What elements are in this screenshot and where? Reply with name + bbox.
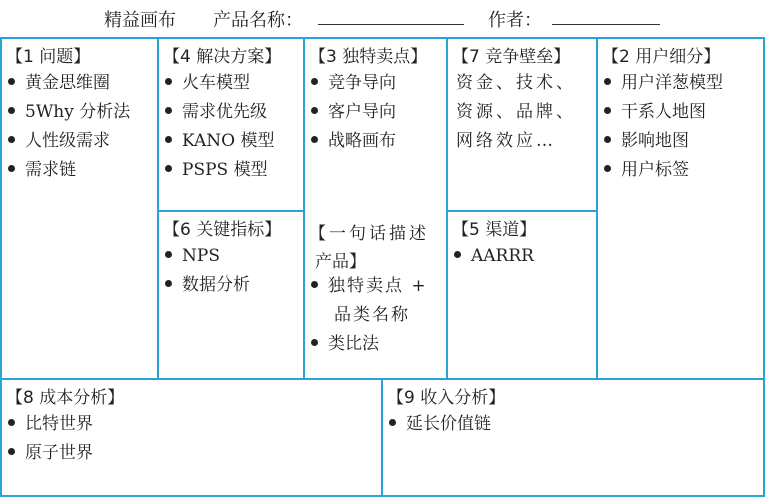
list-item: 比特世界 (8, 410, 93, 439)
section-solution-title: 【4 解决方案】 (163, 47, 282, 67)
section-problem-title: 【1 问题】 (6, 47, 91, 67)
list-item: 原子世界 (8, 439, 93, 468)
list-item: NPS (165, 242, 250, 271)
author-field[interactable] (552, 24, 660, 25)
list-item: 品类名称 (334, 305, 410, 325)
section-channels-title: 【5 渠道】 (452, 220, 537, 240)
section-metrics (157, 210, 305, 380)
section-uvp (303, 37, 448, 380)
bullet-icon (389, 419, 396, 426)
section-segments-title: 【2 用户细分】 (602, 47, 721, 67)
section-channels-list (454, 242, 534, 271)
bullet-icon (311, 339, 318, 346)
bullet-icon (8, 448, 15, 455)
bullet-icon (604, 165, 611, 172)
section-uvp-title: 【3 独特卖点】 (309, 47, 428, 67)
list-item: 数据分析 (165, 271, 250, 300)
list-item: KANO 模型 (165, 127, 275, 156)
bullet-icon (165, 165, 172, 172)
section-metrics-title: 【6 关键指标】 (163, 220, 282, 240)
section-revenue-title: 【9 收入分析】 (387, 388, 506, 408)
section-solution-list (165, 69, 275, 185)
list-item: 黄金思维圈 (8, 69, 130, 98)
bullet-icon (604, 107, 611, 114)
list-item: 延长价值链 (389, 410, 491, 439)
bullet-icon (311, 78, 318, 85)
bullet-icon (165, 280, 172, 287)
author-label: 作者： (488, 10, 542, 31)
section-cost-title: 【8 成本分析】 (6, 388, 125, 408)
list-item: 需求链 (8, 156, 130, 185)
one-line-title-line1: 【一句话描述 (309, 224, 429, 244)
list-item: 影响地图 (604, 127, 723, 156)
section-problem-list (8, 69, 130, 185)
section-segments (596, 37, 765, 380)
bullet-icon (8, 107, 15, 114)
bullet-icon (8, 136, 15, 143)
canvas-title: 精益画布 (104, 10, 176, 31)
section-metrics-list (165, 242, 250, 300)
bullet-icon (8, 419, 15, 426)
section-cost (0, 378, 383, 497)
section-advantage (446, 37, 598, 212)
bullet-icon (165, 251, 172, 258)
list-item: 5Why 分析法 (8, 98, 130, 127)
product-name-label: 产品名称： (213, 10, 303, 31)
list-item: 需求优先级 (165, 98, 275, 127)
bullet-icon (311, 136, 318, 143)
bullet-icon (454, 251, 461, 258)
bullet-icon (604, 78, 611, 85)
section-uvp-list (311, 69, 396, 156)
section-advantage-text: 资金、技术、资源、品牌、网络效应… (456, 73, 576, 151)
list-item: 用户洋葱模型 (604, 69, 723, 98)
list-item: 类比法 (311, 330, 428, 359)
canvas-header (0, 0, 765, 34)
list-item: PSPS 模型 (165, 156, 275, 185)
bullet-icon (165, 78, 172, 85)
lean-canvas (0, 37, 765, 497)
bullet-icon (311, 107, 318, 114)
list-item: 火车模型 (165, 69, 275, 98)
section-cost-list (8, 410, 93, 468)
bullet-icon (165, 107, 172, 114)
list-item: 人性级需求 (8, 127, 130, 156)
list-item: 干系人地图 (604, 98, 723, 127)
section-problem (0, 37, 159, 380)
section-revenue (381, 378, 765, 497)
list-item: 独特卖点 + (311, 272, 428, 301)
section-solution (157, 37, 305, 212)
section-channels (446, 210, 598, 380)
bullet-icon (604, 136, 611, 143)
section-revenue-list (389, 410, 491, 439)
one-line-title-line2-text: 产品】 (315, 252, 366, 272)
bullet-icon (165, 136, 172, 143)
product-name-field[interactable] (318, 24, 464, 25)
section-one-line-list (311, 272, 428, 359)
list-item: 用户标签 (604, 156, 723, 185)
bullet-icon (311, 281, 318, 288)
bullet-icon (8, 78, 15, 85)
bullet-icon (8, 165, 15, 172)
list-item: AARRR (454, 242, 534, 271)
list-item: 战略画布 (311, 127, 396, 156)
list-item: 客户导向 (311, 98, 396, 127)
section-segments-list (604, 69, 723, 185)
list-item: 竞争导向 (311, 69, 396, 98)
section-advantage-title: 【7 竞争壁垒】 (452, 47, 571, 67)
